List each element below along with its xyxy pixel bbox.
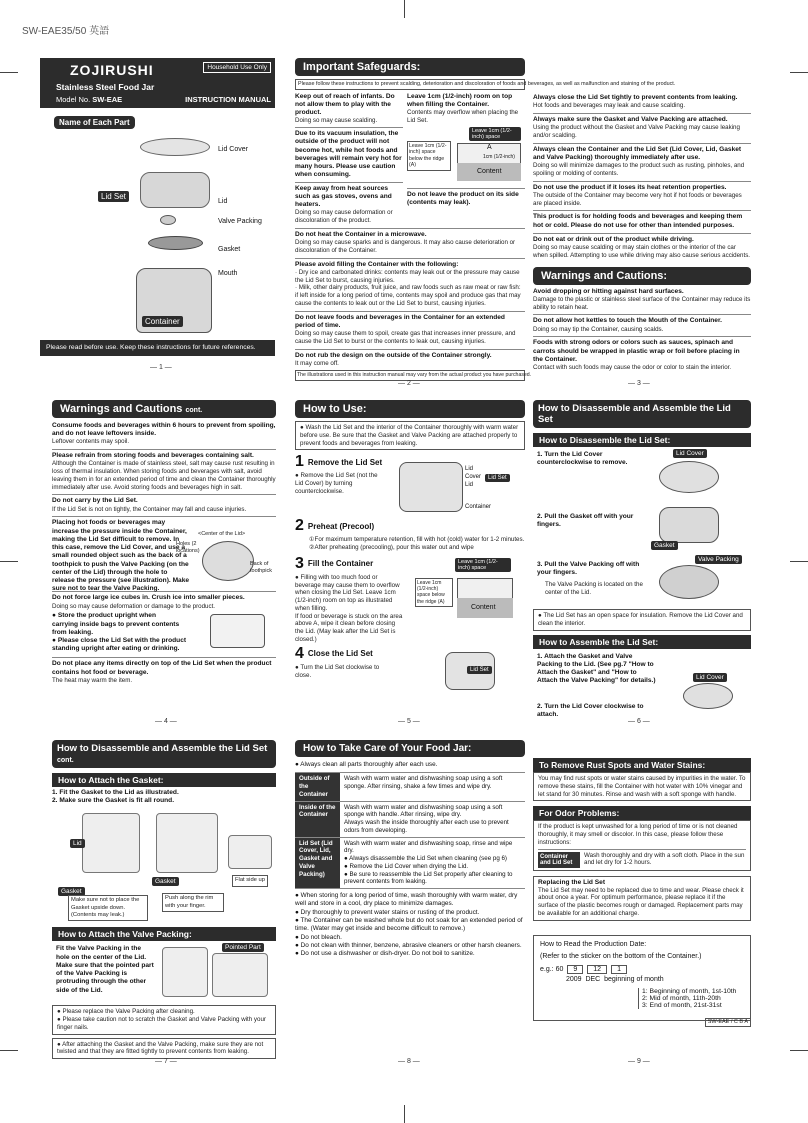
safeguard-item: Do not heat the Container in a microwave. Doing so may cause sparks and is dangerous. It may also cause deterioration or discoloration of the Container. [295, 228, 525, 255]
illustration-note: The illustrations used in this instruction manual may vary from the actual product you have purchased. [295, 370, 525, 381]
list-item: ● The Container can be washed whole but do not soak for an extended period of time. (Water may get inside and become difficult to remove.) [295, 917, 523, 933]
page-6: How to Disassemble and Assemble the Lid Set How to Disassemble the Lid Set: 1. Turn the Lid Cover counterclockwise to remove. Lid Cover 2. Pull the Gasket off with your fingers. Gasket 3. Pull the Valve Packing off with your fingers. The Valve Packing is located on the center of the Lid. Valve Packing ● The Lid Set has an open space for insulation. Remove the Lid Cover and clean the interior. How to Assemble the Lid Set: 1. Attach the Gasket and Valve Packing to the Lid. (See pg.7 "How to Attach the Gasket" and "How to Attach the Valve Packing" for details.) 2. Turn the Lid Cover clockwise to attach. Lid Cover [533, 400, 751, 716]
disassemble-subtitle: How to Disassemble the Lid Set: [533, 433, 751, 447]
production-date-box: How to Read the Production Date: (Refer to the sticker on the bottom of the Container.) e.g.: 60 9 12 1 2009 DEC beginning of month 1: Beginning of month, 1st-10th 2: Mid of month, 11th-20th 3: End of month, 21st-31st [533, 935, 751, 1021]
list-item: ● When storing for a long period of time, wash thoroughly with warm water, dry well and store in a cool, dry place to minimize damages. [295, 892, 518, 908]
list-item: ● Dry thoroughly to prevent water stains or rusting of the product. [295, 908, 480, 916]
valve-shape [160, 215, 176, 225]
assemble-step-1: 1. Attach the Gasket and Valve Packing to the Lid. (See pg.7 "How to Attach the Gasket" and "How to Attach the Valve Packing" for details.) [537, 652, 656, 685]
lid-center-diagram [202, 541, 254, 581]
fill-level-diagram: Leave 1cm (1/2-inch) space Leave 1cm (1/2-inch) space below the ridge (A) A 1cm (1/2-inch) Content [407, 127, 525, 185]
table-row: Inside of the Container Wash with warm water and dishwashing soap using a soft sponge with handle. After rinsing, wipe dry. Always wash the inside thoroughly after each use to prevent odors from developing. [295, 801, 525, 837]
assemble-step-2: 2. Turn the Lid Cover clockwise to attach. [537, 702, 644, 718]
product-name: Stainless Steel Food Jar [56, 82, 155, 92]
lid-set-title: How to Disassemble and Assemble the Lid Set [533, 400, 751, 428]
safeguard-item: Due to its vacuum insulation, the outside of the product will not become hot, while hot foods and beverages will remain very hot for many hours. Please use caution when consuming. [295, 127, 403, 179]
warnings-cont-title: Warnings and Cautions cont. [52, 400, 276, 418]
doc-code: SW-EAE / C B A [705, 1018, 751, 1027]
valve-note: ● Please replace the Valve Packing after cleaning. ● Please take caution not to scratch the Gasket and Valve Packing with your finger nails. [52, 1005, 276, 1034]
title-band [40, 58, 275, 108]
disassemble-step-2: 2. Pull the Gasket off with your fingers. [537, 513, 634, 529]
step-2-text: ②After preheating (precooling), pour this water out and wipe [309, 544, 474, 551]
safeguard-item: Do not leave foods and beverages in the Container for an extended period of time. Doing so may cause them to spoil, create gas that increases inner pressure, and cause the Lid Set to burst or the contents to leak out, causing injuries. [295, 311, 525, 346]
date-key: 1: Beginning of month, 1st-10th 2: Mid of month, 11th-20th 3: End of month, 21st-31st [638, 988, 736, 1009]
lid-set-note: ● The Lid Set has an open space for insulation. Remove the Lid Cover and clean the interior. [533, 609, 751, 631]
safeguard-item: Do not use the product if it loses its heat retention properties. The outside of the Container may become very hot if hot foods or beverages are placed inside. [533, 181, 751, 208]
page-1-footer: Please read before use. Keep these instructions for future references. [40, 340, 275, 356]
lid-set-tag: Lid Set [98, 191, 129, 202]
page-8 [295, 740, 525, 1060]
page-3 [533, 94, 751, 376]
care-table [295, 772, 525, 889]
safeguard-item: Always clean the Container and the Lid Set (Lid Cover, Lid, Gasket and Valve Packing) thoroughly immediately after use. Doing so will minimize damages to the product such as rusting, pinholes, and spoiling or molding of contents. [533, 143, 751, 178]
disassemble-step-1: 1. Turn the Lid Cover counterclockwise to remove. [537, 451, 628, 467]
odor-key: Container and Lid Set [538, 852, 580, 868]
safeguards-intro: Please follow these instructions to prevent scalding, deterioration and discoloration of foods and beverages, as well as malfunction and staining of the product. [295, 79, 525, 90]
household-badge: Household Use Only [203, 62, 271, 73]
odor-title: For Odor Problems: [533, 806, 751, 820]
warning-item: Do not carry by the Lid Set. If the Lid Set is not on tightly, the Container may fall and cause injuries. [52, 494, 276, 513]
page-9 [533, 758, 751, 1058]
warning-item: Foods with strong odors or colors such as sauces, spinach and carrots should be wrapped in plastic wrap or foil before placing in the Container. Contact with such foods may cause the odor or color to stain the interior. [533, 336, 751, 371]
leave-room-text: Contents may overflow when placing the Lid Set. [407, 109, 519, 124]
gasket-fit-illustration [82, 813, 140, 873]
page-number: — 3 — [628, 380, 650, 387]
warning-item: Placing hot foods or beverages may increase the pressure inside the Container, making the Lid Set difficult to remove. In this case, remove the Lid Cover, and use a small rounded object such as the back of a toothpick to push the Valve Packing (on the center of the Lid) through the hole to release the pressure (see illustration). Make sure not to tear the Valve Packing. <Center of the Lid> Holes (2 locations) Back of toothpick [52, 516, 276, 588]
safeguard-item: Please avoid filling the Container with the following: · Dry ice and carbonated drinks: contents may leak out or the pressure may cause the Lid Set to burst, causing injuries. · Milk, other dairy products, fruit juice, and raw foods such as raw meat or raw fish: if left inside for a long period of time, contents may spoil and produce gas that may cause the contents to leak out or the Lid Set to burst, causing injuries. [295, 258, 525, 308]
safeguard-item: Do not eat or drink out of the product while driving. Doing so may cause scalding or may stain clothes or the interior of the car when spilled. Attempting to use while driving may also cause serious accidents. [533, 233, 751, 260]
odor-value: Wash thoroughly and dry with a soft cloth. Place in the sun and let dry for 1-2 hours. [584, 851, 745, 867]
page-number: — 4 — [155, 718, 177, 725]
bag-illustration [210, 614, 265, 648]
document-code: SW-EAE35/50 英語 [22, 26, 110, 37]
bullet-item: ● Store the product upright when carrying inside bags to prevent contents from leaking. [52, 612, 180, 636]
lid-cover-attach-illustration [683, 683, 733, 709]
pointed-part-illustration [212, 953, 268, 997]
brand-logo: ZOJIRUSHI [70, 62, 154, 78]
safeguard-item: Do not leave the product on its side (contents may leak). [407, 188, 525, 207]
lid-cover-shape [140, 138, 210, 156]
care-title: How to Take Care of Your Food Jar: [295, 740, 525, 757]
page-1 [40, 58, 275, 358]
part-label-lid-cover: Lid Cover [218, 146, 248, 153]
disassemble-step-3: 3. Pull the Valve Packing off with your fingers. [537, 561, 640, 577]
safeguard-item: This product is for holding foods and beverages and keeping them hot or cold. Please do not use for other than intended purposes. [533, 210, 751, 229]
gasket-illustration [659, 507, 719, 543]
bullet-item: ● Please close the Lid Set with the product standing upright after eating or drinking. [52, 637, 187, 653]
page-number: — 2 — [398, 380, 420, 387]
odor-text: If the product is kept unwashed for a long period of time or is not cleaned thoroughly, it may smell or discolor. In this case, please follow these instructions: [538, 823, 738, 846]
list-item: ● Do not clean with thinner, benzene, abrasive cleaners or other harsh cleaners. [295, 942, 522, 950]
care-first: ● Always clean all parts thoroughly after each use. [295, 761, 438, 768]
list-item: ● Do not use a dishwasher or dish-dryer. Do not boil to sanitize. [295, 950, 475, 958]
step-4-text: ● Turn the Lid Set clockwise to close. [295, 663, 380, 679]
after-attach-note: ● After attaching the Gasket and the Valve Packing, make sure they are not twisted and that they are fitted tightly to prevent contents from leaking. [52, 1038, 276, 1060]
step-1-text: ● Remove the Lid Set (not the Lid Cover) by turning counterclockwise. [295, 472, 378, 495]
safeguard-item: Always close the Lid Set tightly to prevent contents from leaking. Hot foods and beverages may leak and cause scalding. [533, 94, 738, 110]
replace-box: Replacing the Lid Set The Lid Set may need to be replaced due to time and wear. Please check it about once a year. For optimum performance, please replace it if the surface of the plastic becomes rough or damaged. Replacement parts may be available for an additional charge. [533, 876, 751, 921]
warning-item: Consume foods and beverages within 6 hours to prevent from spoiling, and do not leave leftovers inside. Leftover contents may spoil. [52, 422, 276, 446]
page-4 [52, 400, 276, 710]
table-row: Outside of the Container Wash with warm water and dishwashing soap using a soft sponge. After rinsing, shake a few times and wipe dry. [295, 773, 525, 801]
lid-shape [140, 172, 210, 208]
part-label-lid: Lid [218, 198, 228, 205]
safeguard-item: Keep out of reach of infants. Do not allow them to play with the product. Doing so may cause scalding. [295, 92, 395, 125]
gasket-flat-illustration [228, 835, 272, 869]
parts-title: Name of Each Part [54, 116, 135, 129]
part-label-valve-packing: Valve Packing [218, 218, 262, 225]
page-number: — 1 — [150, 364, 172, 371]
table-row: Lid Set (Lid Cover, Lid, Gasket and Valve Packing) Wash with warm water and dishwashing soap, rinse and wipe dry. ● Always disassemble the Lid Set when cleaning (see pg 6) ● Remove the Lid Cover when drying the Lid. ● Be sure to reassemble the Lid Set properly after cleaning to prevent contents from leaking. [295, 837, 525, 889]
warnings-title: Warnings and Cautions: [533, 267, 751, 285]
model-line: Model No. SW-EAE [56, 95, 123, 104]
valve-packing-illustration [659, 565, 719, 599]
page-number: — 7 — [155, 1058, 177, 1065]
safeguards-title: Important Safeguards: [295, 58, 525, 76]
step-3-text: ● Filling with too much food or beverage may cause them to overflow when closing the Lid Set. Leave 1cm (1/2-inch) room on top as illustrated when filling. If food or beverage is stuck on the area above A, wipe it clean before closing the Lid. (May leak after the Lid Set is closed.) [295, 573, 403, 643]
container-tag: Container [142, 316, 183, 327]
page-7: How to Disassemble and Assemble the Lid Set cont. How to Attach the Gasket: 1. Fit the Gasket to the Lid as illustrated. 2. Make sure the Gasket is fit all round. Lid Gasket Gasket Flat side up Push along the rim with your finger. Make sure not to place the Gasket upside down. (Contents may leak.) How to Attach the Valve Packing: Fit the Valve Packing in the hole on the center of the Lid. Make sure that the pointed part of the Valve Packing is protruding through the other side of the Lid. Pointed Part ● Please replace the Valve Packing after cleaning. ● Please take caution not to scratch the Gasket and Valve Packing with your finger nails. ● After attaching the Gasket and the Valve Packing, make sure they are not twisted and that they are fitted tightly to prevent contents from leaking. [52, 740, 276, 1060]
page-number: — 6 — [628, 718, 650, 725]
how-to-use-intro: ● Wash the Lid Set and the interior of the Container thoroughly with warm water before use. Be sure that the Gasket and Valve Packing are attached properly to prevent foods and beverages from leaking. [295, 421, 525, 450]
warning-item: Avoid dropping or hitting against hard surfaces. Damage to the plastic or stainless steel surface of the Container may reduce its ability to retain heat. [533, 287, 751, 311]
valve-fit-illustration [162, 947, 208, 997]
safeguard-item: Keep away from heat sources such as gas stoves, ovens and heaters. Doing so may cause deformation or discoloration of the product. [295, 182, 403, 225]
part-label-mouth: Mouth [218, 270, 238, 277]
rust-text: You may find rust spots or water stains caused by impurities in the water. To remove these stains, fill the Container with hot water with 10% vinegar and let stand for 30 minutes. Rinse and wash with a soft sponge with handle. [533, 772, 751, 801]
remove-lid-illustration [399, 462, 463, 512]
attach-gasket-subtitle: How to Attach the Gasket: [52, 773, 276, 787]
part-label-gasket: Gasket [218, 246, 241, 253]
manual-label: INSTRUCTION MANUAL [185, 95, 271, 104]
warning-item: Please refrain from storing foods and beverages containing salt. Although the Container is made of stainless steel, salt may cause rust resulting in loss of thermal insulation. When storing foods and beverages with salt, avoid leaving them in for an extended period of time and clean the Container thoroughly immediately after use. Avoid storing foods and beverages high in salt. [52, 449, 276, 491]
list-item: ● Do not bleach. [295, 933, 342, 941]
warning-item: Do not force large ice cubes in. Crush ice into smaller pieces. Doing so may cause deformation or damage to the product. [52, 591, 276, 610]
leave-room-heading: Leave 1cm (1/2-inch) room on top when filling the Container. [407, 92, 513, 108]
rust-title: To Remove Rust Spots and Water Stains: [533, 758, 751, 772]
lid-cover-illustration [659, 461, 719, 493]
page-number: — 8 — [398, 1058, 420, 1065]
safeguard-item: Always make sure the Gasket and Valve Packing are attached. Using the product without the Gasket and Valve Packing may cause leaking and/or scalding. [533, 113, 751, 140]
gasket-push-illustration [156, 813, 218, 873]
page-number: — 5 — [398, 718, 420, 725]
attach-valve-subtitle: How to Attach the Valve Packing: [52, 927, 276, 941]
how-to-use-title: How to Use: [295, 400, 525, 418]
gasket-shape [148, 236, 203, 250]
page-number: — 9 — [628, 1058, 650, 1065]
page-5: How to Use: ● Wash the Lid Set and the interior of the Container thoroughly with warm water before use. Be sure that the Gasket and Valve Packing are attached properly to prevent foods and beverages from leaking. 1 Remove the Lid Set ● Remove the Lid Set (not the Lid Cover) by turning counterclockwise. Lid Cover Lid Container Lid Set 2 Preheat (Precool) ①For maximum temperature retention, fill with hot (cold) water for 1-2 minutes. ②After preheating (precooling), pour this water out and wipe 3 Fill the Container ● Filling with too much food or beverage may cause them to overflow when closing the Lid Set. Leave 1cm (1/2-inch) room on top as illustrated when filling. If food or beverage is stuck on the area above A, wipe it clean before closing the Lid. (May leak after the Lid Set is closed.) Leave 1cm (1/2-inch) space Leave 1cm (1/2-inch) space below the ridge (A) Content 4 Close the Lid Set ● Turn the Lid Set clockwise to close. Lid Set [295, 400, 525, 716]
lid-set-title: How to Disassemble and Assemble the Lid Set cont. [52, 740, 276, 768]
warning-item: Do not place any items directly on top of the Lid Set when the product contains hot food or beverage. The heat may warm the item. [52, 657, 276, 684]
assemble-subtitle: How to Assemble the Lid Set: [533, 635, 751, 649]
safeguard-item: Do not rub the design on the outside of the Container strongly. It may come off. [295, 349, 525, 368]
step-2-text: ①For maximum temperature retention, fill with hot (cold) water for 1-2 minutes. [309, 536, 525, 544]
warning-item: Do not allow hot kettles to touch the Mouth of the Container. Doing so may tip the Container, causing scalds. [533, 314, 751, 333]
